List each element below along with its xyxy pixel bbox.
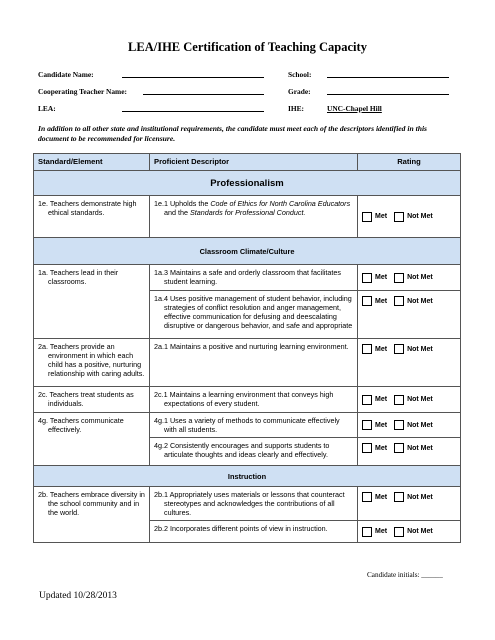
standard-1a: 1a. Teachers lead in their classrooms.: [34, 265, 150, 339]
met-checkbox[interactable]: [362, 492, 372, 502]
candidate-name-label: Candidate Name:: [38, 70, 94, 79]
candidate-initials: Candidate initials: ______: [367, 571, 443, 579]
section-title: Professionalism: [34, 171, 461, 196]
grade-label: Grade:: [288, 87, 311, 96]
not-met-checkbox[interactable]: [394, 296, 404, 306]
school-label: School:: [288, 70, 312, 79]
standard-2b: 2b. Teachers embrace diversity in the school community and in the world.: [34, 487, 150, 543]
not-met-checkbox[interactable]: [394, 212, 404, 222]
met-checkbox[interactable]: [362, 443, 372, 453]
descriptor-1a4: 1a.4 Uses positive management of student behavior, including strategies of conflict resolution and anger management, effective communication for defusing and deescalating disruptive or dangerous behavior, and safe and appropriate: [150, 291, 358, 339]
school-field[interactable]: [327, 77, 449, 78]
section-title: Instruction: [34, 466, 461, 487]
descriptor-4g2: 4g.2 Consistently encourages and supports students to articulate thoughts and ideas clearly and effectively.: [150, 438, 358, 466]
rating-2c1: Met Not Met: [358, 387, 461, 413]
cooperating-teacher-field[interactable]: [143, 94, 264, 95]
table-row: [34, 387, 461, 413]
lea-label: LEA:: [38, 104, 56, 113]
ihe-label: IHE:: [288, 104, 305, 113]
descriptor-4g1: 4g.1 Uses a variety of methods to communicate effectively with all students.: [150, 413, 358, 438]
certification-table: [33, 153, 461, 543]
table-row: [34, 339, 461, 387]
rating-4g1: Met Not Met: [358, 413, 461, 438]
rating-2a1: Met Not Met: [358, 339, 461, 387]
descriptor-2a1: 2a.1 Maintains a positive and nurturing learning environment.: [150, 339, 358, 387]
table-row: [34, 413, 461, 438]
met-checkbox[interactable]: [362, 344, 372, 354]
section-climate: [34, 238, 461, 265]
table-row: [34, 265, 461, 291]
grade-field[interactable]: [327, 94, 449, 95]
not-met-checkbox[interactable]: [394, 443, 404, 453]
candidate-name-field[interactable]: [122, 77, 264, 78]
descriptor-2b1: 2b.1 Appropriately uses materials or lessons that counteract stereotypes and acknowledges the contributions of all cultures.: [150, 487, 358, 521]
section-title: Classroom Climate/Culture: [34, 238, 461, 265]
standard-2c: 2c. Teachers treat students as individuals.: [34, 387, 150, 413]
rating-2b1: Met Not Met: [358, 487, 461, 521]
header-descriptor: Proficient Descriptor: [150, 154, 358, 171]
rating-1e1: Met Not Met: [358, 196, 461, 238]
lea-field[interactable]: [122, 111, 264, 112]
header-rating: Rating: [358, 154, 461, 171]
table-row: [34, 487, 461, 521]
table-header-row: [34, 154, 461, 171]
met-checkbox[interactable]: [362, 420, 372, 430]
met-checkbox[interactable]: [362, 395, 372, 405]
header-standard: Standard/Element: [34, 154, 150, 171]
updated-date: Updated 10/28/2013: [39, 591, 117, 601]
rating-1a4: Met Not Met: [358, 291, 461, 339]
met-checkbox[interactable]: [362, 273, 372, 283]
page-title: LEA/IHE Certification of Teaching Capacity: [128, 40, 367, 54]
descriptor-1a3: 1a.3 Maintains a safe and orderly classroom that facilitates student learning.: [150, 265, 358, 291]
met-checkbox[interactable]: [362, 212, 372, 222]
standard-1e: 1e. Teachers demonstrate high ethical standards.: [34, 196, 150, 238]
table-row: [34, 196, 461, 238]
intro-text: In addition to all other state and institutional requirements, the candidate must meet each of the descriptors identified in this document to be recommended for licensure.: [38, 124, 428, 143]
cooperating-teacher-label: Cooperating Teacher Name:: [38, 87, 127, 96]
descriptor-1e1: 1e.1 Upholds the Code of Ethics for North Carolina Educators and the Standards for Professional Conduct.: [150, 196, 358, 238]
rating-4g2: Met Not Met: [358, 438, 461, 466]
standard-2a: 2a. Teachers provide an environment in which each child has a positive, nurturing relationship with caring adults.: [34, 339, 150, 387]
standard-4g: 4g. Teachers communicate effectively.: [34, 413, 150, 466]
not-met-checkbox[interactable]: [394, 527, 404, 537]
section-professionalism: [34, 171, 461, 196]
ihe-value: UNC-Chapel Hill: [327, 104, 382, 113]
rating-2b2: Met Not Met: [358, 521, 461, 543]
met-checkbox[interactable]: [362, 296, 372, 306]
not-met-checkbox[interactable]: [394, 395, 404, 405]
descriptor-2c1: 2c.1 Maintains a learning environment that conveys high expectations of every student.: [150, 387, 358, 413]
rating-1a3: Met Not Met: [358, 265, 461, 291]
not-met-checkbox[interactable]: [394, 344, 404, 354]
met-checkbox[interactable]: [362, 527, 372, 537]
section-instruction: [34, 466, 461, 487]
descriptor-2b2: 2b.2 Incorporates different points of view in instruction.: [150, 521, 358, 543]
not-met-checkbox[interactable]: [394, 420, 404, 430]
not-met-checkbox[interactable]: [394, 273, 404, 283]
not-met-checkbox[interactable]: [394, 492, 404, 502]
